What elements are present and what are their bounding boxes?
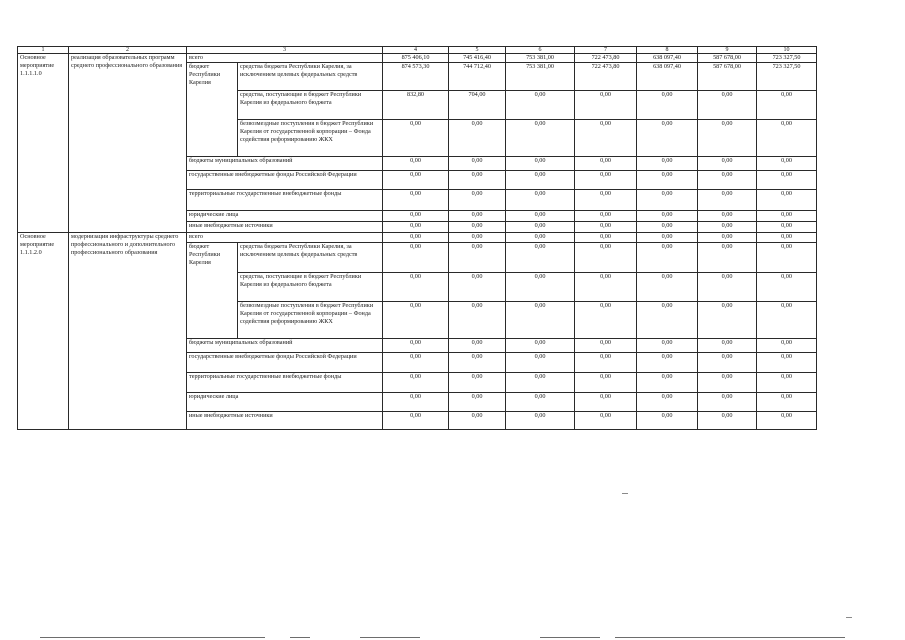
scan-speck: [846, 617, 852, 618]
value-cell: 0,00: [449, 120, 506, 157]
activity-name: реализация образовательных программ среднего профессионального образования: [69, 54, 187, 233]
value-cell: 0,00: [698, 373, 757, 393]
value-cell: 0,00: [575, 233, 637, 243]
value-cell: 0,00: [575, 302, 637, 339]
value-cell: 0,00: [449, 339, 506, 353]
scan-edge-line: [360, 637, 420, 638]
value-cell: 0,00: [506, 353, 575, 373]
value-cell: 0,00: [383, 302, 449, 339]
value-cell: 0,00: [383, 211, 449, 222]
value-cell: 0,00: [757, 393, 817, 412]
value-cell: 0,00: [757, 120, 817, 157]
value-cell: 0,00: [575, 273, 637, 302]
value-cell: 0,00: [449, 412, 506, 430]
value-cell: 0,00: [757, 412, 817, 430]
value-cell: 0,00: [757, 273, 817, 302]
value-cell: 0,00: [757, 91, 817, 120]
value-cell: 722 473,80: [575, 54, 637, 63]
value-cell: 587 678,00: [698, 54, 757, 63]
value-cell: 0,00: [698, 302, 757, 339]
source-label: безвозмездные поступления в бюджет Республики Карелия от государственной корпорации – Фонда содействия реформированию ЖКХ: [238, 302, 383, 339]
scan-speck: [622, 493, 628, 494]
value-cell: 0,00: [506, 243, 575, 273]
value-cell: 0,00: [757, 171, 817, 190]
value-cell: 0,00: [449, 353, 506, 373]
value-cell: 0,00: [506, 373, 575, 393]
value-cell: 0,00: [575, 211, 637, 222]
column-number: 5: [449, 47, 506, 54]
source-label: бюджеты муниципальных образований: [187, 157, 383, 171]
value-cell: 0,00: [575, 120, 637, 157]
value-cell: 723 327,50: [757, 63, 817, 91]
table-row: [18, 233, 817, 243]
column-number: 4: [383, 47, 449, 54]
value-cell: 0,00: [506, 302, 575, 339]
value-cell: 638 097,40: [637, 54, 698, 63]
value-cell: 0,00: [757, 222, 817, 233]
value-cell: 0,00: [506, 339, 575, 353]
column-number: 8: [637, 47, 698, 54]
value-cell: 0,00: [575, 171, 637, 190]
value-cell: 0,00: [637, 171, 698, 190]
value-cell: 0,00: [506, 190, 575, 211]
budget-group-label: бюджет Республики Карелия: [187, 243, 238, 339]
source-label: средства бюджета Республики Карелия, за исключением целевых федеральных средств: [238, 63, 383, 91]
value-cell: 0,00: [449, 393, 506, 412]
value-cell: 0,00: [637, 273, 698, 302]
value-cell: 753 381,00: [506, 63, 575, 91]
table-row: [18, 54, 817, 63]
value-cell: 0,00: [575, 412, 637, 430]
value-cell: 832,80: [383, 91, 449, 120]
activity-type-label: Основное мероприятие 1.1.1.1.0: [18, 54, 69, 233]
value-cell: 0,00: [383, 412, 449, 430]
value-cell: 0,00: [383, 339, 449, 353]
value-cell: 0,00: [575, 157, 637, 171]
column-number-row: [18, 47, 817, 54]
source-label: всего: [187, 54, 383, 63]
value-cell: 0,00: [575, 373, 637, 393]
value-cell: 874 573,30: [383, 63, 449, 91]
value-cell: 0,00: [637, 120, 698, 157]
financing-table: [17, 46, 817, 430]
column-number: 1: [18, 47, 69, 54]
value-cell: 0,00: [575, 222, 637, 233]
value-cell: 0,00: [698, 171, 757, 190]
column-number: 7: [575, 47, 637, 54]
value-cell: 0,00: [449, 211, 506, 222]
value-cell: 0,00: [449, 302, 506, 339]
source-label: государственные внебюджетные фонды Российской Федерации: [187, 171, 383, 190]
value-cell: 0,00: [449, 233, 506, 243]
column-number: 10: [757, 47, 817, 54]
source-label: средства, поступающие в бюджет Республики Карелия из федерального бюджета: [238, 273, 383, 302]
value-cell: 0,00: [449, 373, 506, 393]
value-cell: 0,00: [506, 120, 575, 157]
value-cell: 638 097,40: [637, 63, 698, 91]
value-cell: 0,00: [637, 211, 698, 222]
value-cell: 0,00: [698, 339, 757, 353]
scan-edge-line: [290, 637, 310, 638]
value-cell: 0,00: [757, 243, 817, 273]
value-cell: 0,00: [698, 190, 757, 211]
source-label: иные внебюджетные источники: [187, 412, 383, 430]
value-cell: 0,00: [506, 412, 575, 430]
value-cell: 0,00: [383, 157, 449, 171]
value-cell: 722 473,80: [575, 63, 637, 91]
column-number: 6: [506, 47, 575, 54]
value-cell: 0,00: [575, 243, 637, 273]
value-cell: 0,00: [383, 393, 449, 412]
source-label: средства, поступающие в бюджет Республики Карелия из федерального бюджета: [238, 91, 383, 120]
value-cell: 753 381,00: [506, 54, 575, 63]
value-cell: 0,00: [637, 302, 698, 339]
value-cell: 0,00: [698, 243, 757, 273]
value-cell: 0,00: [383, 243, 449, 273]
value-cell: 0,00: [698, 353, 757, 373]
column-number: 3: [187, 47, 383, 54]
value-cell: 0,00: [575, 393, 637, 412]
value-cell: 0,00: [383, 222, 449, 233]
value-cell: 0,00: [383, 353, 449, 373]
value-cell: 0,00: [698, 157, 757, 171]
value-cell: 0,00: [757, 353, 817, 373]
value-cell: 0,00: [698, 233, 757, 243]
activity-name: модернизация инфраструктуры среднего профессионального и дополнительного профессионального образования: [69, 233, 187, 430]
value-cell: 0,00: [449, 157, 506, 171]
value-cell: 0,00: [506, 157, 575, 171]
value-cell: 0,00: [449, 222, 506, 233]
value-cell: 0,00: [757, 339, 817, 353]
value-cell: 0,00: [698, 222, 757, 233]
source-label: иные внебюджетные источники: [187, 222, 383, 233]
column-number: 2: [69, 47, 187, 54]
value-cell: 0,00: [506, 273, 575, 302]
source-label: территориальные государственные внебюджетные фонды: [187, 373, 383, 393]
source-label: юридические лица: [187, 393, 383, 412]
value-cell: 0,00: [757, 211, 817, 222]
column-number: 9: [698, 47, 757, 54]
value-cell: 0,00: [575, 91, 637, 120]
scan-edge-line: [40, 637, 265, 638]
activity-type-label: Основное мероприятие 1.1.1.2.0: [18, 233, 69, 430]
value-cell: 0,00: [757, 157, 817, 171]
value-cell: 0,00: [637, 243, 698, 273]
value-cell: 0,00: [637, 373, 698, 393]
value-cell: 723 327,50: [757, 54, 817, 63]
source-label: средства бюджета Республики Карелия, за исключением целевых федеральных средств: [238, 243, 383, 273]
source-label: юридические лица: [187, 211, 383, 222]
value-cell: 0,00: [575, 353, 637, 373]
value-cell: 875 406,10: [383, 54, 449, 63]
source-label: безвозмездные поступления в бюджет Республики Карелия от государственной корпорации – Фонда содействия реформированию ЖКХ: [238, 120, 383, 157]
value-cell: 587 678,00: [698, 63, 757, 91]
value-cell: 0,00: [637, 353, 698, 373]
value-cell: 0,00: [637, 222, 698, 233]
value-cell: 0,00: [506, 171, 575, 190]
value-cell: 0,00: [383, 120, 449, 157]
value-cell: 0,00: [637, 190, 698, 211]
value-cell: 0,00: [637, 412, 698, 430]
value-cell: 0,00: [698, 393, 757, 412]
value-cell: 704,00: [449, 91, 506, 120]
budget-group-label: бюджет Республики Карелия: [187, 63, 238, 157]
value-cell: 0,00: [757, 190, 817, 211]
value-cell: 0,00: [449, 273, 506, 302]
value-cell: 745 416,40: [449, 54, 506, 63]
value-cell: 0,00: [383, 233, 449, 243]
value-cell: 0,00: [637, 157, 698, 171]
value-cell: 0,00: [575, 339, 637, 353]
source-label: бюджеты муниципальных образований: [187, 339, 383, 353]
value-cell: 0,00: [383, 273, 449, 302]
source-label: государственные внебюджетные фонды Российской Федерации: [187, 353, 383, 373]
value-cell: 0,00: [449, 190, 506, 211]
value-cell: 0,00: [698, 211, 757, 222]
value-cell: 0,00: [383, 190, 449, 211]
scan-edge-line: [615, 637, 845, 638]
value-cell: 0,00: [698, 273, 757, 302]
value-cell: 744 712,40: [449, 63, 506, 91]
value-cell: 0,00: [637, 339, 698, 353]
value-cell: 0,00: [506, 393, 575, 412]
source-label: территориальные государственные внебюджетные фонды: [187, 190, 383, 211]
value-cell: 0,00: [383, 373, 449, 393]
value-cell: 0,00: [575, 190, 637, 211]
value-cell: 0,00: [506, 222, 575, 233]
value-cell: 0,00: [757, 373, 817, 393]
value-cell: 0,00: [698, 412, 757, 430]
value-cell: 0,00: [506, 233, 575, 243]
value-cell: 0,00: [637, 233, 698, 243]
value-cell: 0,00: [449, 243, 506, 273]
source-label: всего: [187, 233, 383, 243]
value-cell: 0,00: [506, 91, 575, 120]
value-cell: 0,00: [637, 91, 698, 120]
value-cell: 0,00: [698, 120, 757, 157]
value-cell: 0,00: [637, 393, 698, 412]
value-cell: 0,00: [383, 171, 449, 190]
value-cell: 0,00: [757, 302, 817, 339]
value-cell: 0,00: [506, 211, 575, 222]
scan-edge-line: [540, 637, 600, 638]
value-cell: 0,00: [757, 233, 817, 243]
value-cell: 0,00: [449, 171, 506, 190]
value-cell: 0,00: [698, 91, 757, 120]
